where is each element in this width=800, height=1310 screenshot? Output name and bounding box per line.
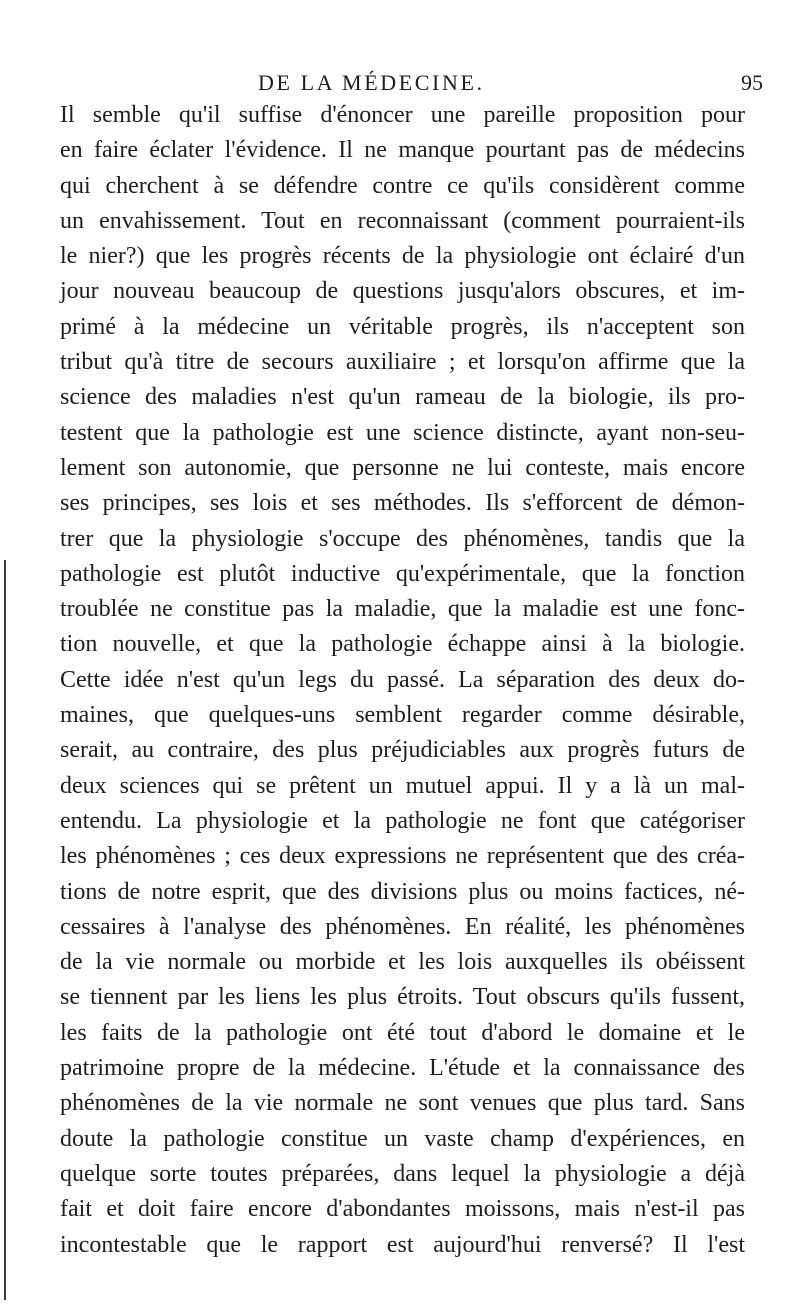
text-line: quelque sorte toutes préparées, dans lequel la physiologie a déjà <box>60 1160 745 1187</box>
text-line: qui cherchent à se défendre contre ce qu'ils considèrent comme <box>60 172 745 199</box>
text-line: doute la pathologie constitue un vaste champ d'expériences, en <box>60 1125 745 1152</box>
text-line: serait, au contraire, des plus préjudiciables aux progrès futurs de <box>60 737 745 764</box>
text-line: le nier?) que les progrès récents de la physiologie ont éclairé d'un <box>60 243 745 270</box>
text-line: Il semble qu'il suffise d'énoncer une pareille proposition pour <box>60 102 745 128</box>
text-line: trer que la physiologie s'occupe des phénomènes, tandis que la <box>60 525 745 552</box>
text-line: les faits de la pathologie ont été tout d'abord le domaine et le <box>60 1019 745 1046</box>
text-line: patrimoine propre de la médecine. L'étude et la connaissance des <box>60 1055 745 1082</box>
text-line: science des maladies n'est qu'un rameau de la biologie, ils pro- <box>60 384 745 411</box>
text-line: fait et doit faire encore d'abondantes moissons, mais n'est-il pas <box>60 1196 745 1223</box>
running-head <box>0 68 800 98</box>
text-line: phénomènes de la vie normale ne sont venues que plus tard. Sans <box>60 1090 745 1117</box>
text-line: testent que la pathologie est une science distincte, ayant non-seu- <box>60 419 745 446</box>
text-line: pathologie est plutôt inductive qu'expérimentale, que la fonction <box>60 560 745 587</box>
text-line: maines, que quelques-uns semblent regarder comme désirable, <box>60 702 745 729</box>
body-paragraph <box>60 98 745 1263</box>
text-line: en faire éclater l'évidence. Il ne manque pourtant pas de médecins <box>60 137 745 164</box>
text-line: jour nouveau beaucoup de questions jusqu'alors obscures, et im- <box>60 278 745 305</box>
text-line: se tiennent par les liens les plus étroits. Tout obscurs qu'ils fussent, <box>60 984 745 1011</box>
text-line: troublée ne constitue pas la maladie, que la maladie est une fonc- <box>60 596 745 623</box>
text-line: entendu. La physiologie et la pathologie ne font que catégoriser <box>60 807 745 834</box>
text-line: tion nouvelle, et que la pathologie échappe ainsi à la biologie. <box>60 631 745 658</box>
page-edge-shadow <box>4 560 6 1300</box>
text-line: ses principes, ses lois et ses méthodes. Ils s'efforcent de démon- <box>60 490 745 517</box>
text-line: incontestable que le rapport est aujourd'hui renversé? Il l'est <box>60 1231 745 1258</box>
text-line: de la vie normale ou morbide et les lois auxquelles ils obéissent <box>60 949 745 976</box>
page-number: 95 <box>741 70 763 95</box>
text-line: tions de notre esprit, que des divisions plus ou moins factices, né- <box>60 878 745 905</box>
text-line: tribut qu'à titre de secours auxiliaire ; et lorsqu'on affirme que la <box>60 349 745 376</box>
text-line: Cette idée n'est qu'un legs du passé. La séparation des deux do- <box>60 666 745 693</box>
text-line: cessaires à l'analyse des phénomènes. En réalité, les phénomènes <box>60 913 745 940</box>
text-line: primé à la médecine un véritable progrès, ils n'acceptent son <box>60 313 745 340</box>
running-title: DE LA MÉDECINE. <box>258 70 485 95</box>
text-line: deux sciences qui se prêtent un mutuel appui. Il y a là un mal- <box>60 772 745 799</box>
text-line: lement son autonomie, que personne ne lui conteste, mais encore <box>60 454 745 481</box>
text-line: un envahissement. Tout en reconnaissant (comment pourraient-ils <box>60 207 745 234</box>
text-line: les phénomènes ; ces deux expressions ne représentent que des créa- <box>60 843 745 870</box>
